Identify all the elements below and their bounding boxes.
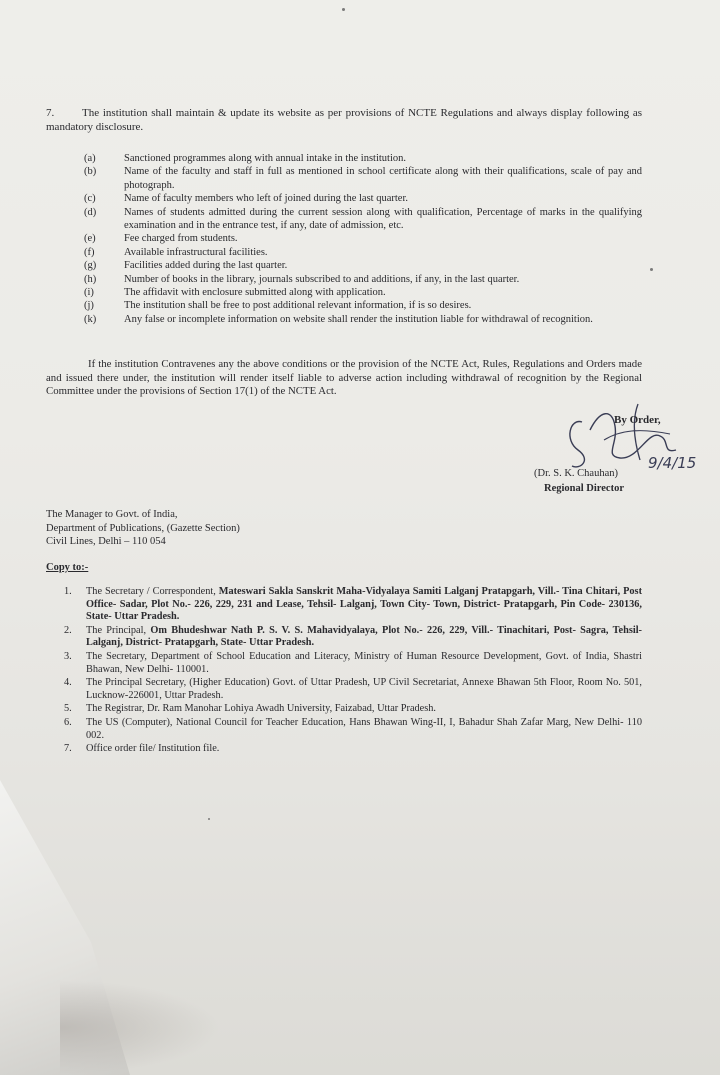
signature-date: 9/4/15 <box>648 454 697 472</box>
disclosure-item <box>84 259 642 272</box>
copy-to-text-plain: The Secretary / Correspondent, <box>86 586 219 597</box>
copy-to-text <box>86 677 642 702</box>
disclosure-label: (k) <box>84 313 97 325</box>
paper-speck <box>342 8 345 11</box>
disclosure-text: Name of the faculty and staff in full as mentioned in school certificate along with their qualifications, scale of pay and photograph. <box>124 166 642 191</box>
disclosure-text: Names of students admitted during the current session along with qualification, Percentage of marks in the qualifying examination and in the entrance test, if any, date of admission, etc. <box>124 206 642 232</box>
copy-to-item <box>64 586 642 624</box>
signatory-title: Regional Director <box>544 483 624 494</box>
disclosure-label: (h) <box>84 273 97 285</box>
copy-to-text-plain: The Registrar, Dr. Ram Manohar Lohiya Awadh University, Faizabad, Uttar Pradesh. <box>86 703 436 715</box>
disclosure-label: (d) <box>84 206 97 218</box>
contravene-paragraph: If the institution Contravenes any the above conditions or the provision of the NCTE Act, Rules, Regulations and Orders made and issued there under, the institution will render itself liable to adverse action including withdrawal of recognition by the Regional Committee under the provisions of Section 17(1) of the NCTE Act. <box>46 358 642 398</box>
disclosure-list <box>84 152 642 326</box>
copy-to-number: 1. <box>64 586 72 597</box>
disclosure-item <box>84 192 642 205</box>
disclosure-item <box>84 206 642 233</box>
copy-to-text-plain: The Principal, <box>86 624 151 636</box>
disclosure-text: Available infrastructural facilities. <box>124 246 268 258</box>
disclosure-text: Sanctioned programmes along with annual intake in the institution. <box>124 153 406 164</box>
addressee-block <box>46 508 240 549</box>
copy-to-text <box>86 717 642 742</box>
addressee-line-3: Civil Lines, Delhi – 110 054 <box>46 536 166 548</box>
addressee-line-1: The Manager to Govt. of India, <box>46 509 178 520</box>
disclosure-item <box>84 232 642 245</box>
page-fold-shadow <box>60 980 220 1075</box>
disclosure-label: (g) <box>84 260 97 272</box>
copy-to-heading: Copy to:- <box>46 562 89 573</box>
copy-to-number: 3. <box>64 650 72 662</box>
copy-to-text <box>86 743 642 756</box>
disclosure-item <box>84 152 642 165</box>
copy-to-number: 7. <box>64 743 72 755</box>
paper-speck <box>208 818 210 820</box>
disclosure-text: Fee charged from students. <box>124 233 238 245</box>
disclosure-label: (f) <box>84 246 95 258</box>
copy-to-item <box>64 717 642 742</box>
copy-to-item <box>64 703 642 716</box>
copy-to-item <box>64 743 642 756</box>
copy-to-number: 2. <box>64 624 72 636</box>
signature-block <box>520 400 700 500</box>
copy-to-text <box>86 586 642 624</box>
disclosure-label: (e) <box>84 233 96 245</box>
disclosure-label: (i) <box>84 287 94 299</box>
disclosure-text: Any false or incomplete information on website shall render the institution liable for withdrawal of recognition. <box>124 313 593 325</box>
signatory-name: (Dr. S. K. Chauhan) <box>534 468 618 479</box>
copy-to-text <box>86 651 642 676</box>
copy-to-list <box>64 586 642 757</box>
disclosure-text: Name of faculty members who left of joined during the last quarter. <box>124 193 408 205</box>
copy-to-text-plain: The US (Computer), National Council for Teacher Education, Hans Bhawan Wing-II, I, Bahadur Shah Zafar Marg, New Delhi- 110 002. <box>86 716 642 741</box>
by-order-text: By Order, <box>614 414 661 426</box>
clause-7-text: The institution shall maintain & update its website as per provisions of NCTE Regulations and always display following as mandatory disclosure. <box>46 107 642 133</box>
disclosure-text: The affidavit with enclosure submitted along with application. <box>124 287 386 299</box>
disclosure-item <box>84 273 642 286</box>
copy-to-text-bold: Om Bhudeshwar Nath P. S. V. S. Mahavidyalaya, Plot No.- 226, 229, Vill.- Tinachitari, Post- Sagra, Tehsil- Lalganj, District- Pratapgarh, State- Uttar Pradesh. <box>86 624 642 649</box>
disclosure-item <box>84 246 642 259</box>
copy-to-item <box>64 625 642 650</box>
copy-to-text-plain: The Secretary, Department of School Education and Literacy, Ministry of Human Resource Development, Govt. of India, Shastri Bhawan, New Delhi- 110001. <box>86 650 642 675</box>
copy-to-text-plain: The Principal Secretary, (Higher Education) Govt. of Uttar Pradesh, UP Civil Secretariat, Annexe Bhawan 5th Floor, Room No. 501, Lucknow-226001, Uttar Pradesh. <box>86 677 642 701</box>
copy-to-number: 6. <box>64 716 72 728</box>
clause-7 <box>46 106 642 134</box>
disclosure-item <box>84 165 642 192</box>
disclosure-item <box>84 313 642 326</box>
disclosure-text: Number of books in the library, journals subscribed to and additions, if any, in the last quarter. <box>124 273 520 285</box>
copy-to-item <box>64 651 642 676</box>
copy-to-number: 4. <box>64 677 72 689</box>
paper-speck <box>650 268 653 271</box>
disclosure-text: The institution shall be free to post additional relevant information, if is so desires. <box>124 300 472 312</box>
disclosure-label: (c) <box>84 193 96 205</box>
copy-to-item <box>64 677 642 702</box>
disclosure-label: (a) <box>84 153 96 164</box>
copy-to-number: 5. <box>64 703 72 715</box>
disclosure-item <box>84 299 642 312</box>
disclosure-label: (j) <box>84 300 94 312</box>
clause-7-number: 7. <box>46 107 55 119</box>
copy-to-text <box>86 703 642 716</box>
disclosure-item <box>84 286 642 299</box>
copy-to-text-bold: Mateswari Sakla Sanskrit Maha-Vidyalaya Samiti Lalganj Pratapgarh, Vill.- Tina Chitari, Post Office- Sadar, Plot No.- 226, 229, 231 and Lease, Tehsil- Lalganj, Town City- Town, District- Pratapgarh, Pin Code- 230136, State- Uttar Pradesh. <box>86 586 642 623</box>
copy-to-text <box>86 625 642 650</box>
disclosure-label: (b) <box>84 166 97 178</box>
disclosure-text: Facilities added during the last quarter. <box>124 260 288 272</box>
copy-to-text-plain: Office order file/ Institution file. <box>86 743 220 755</box>
addressee-line-2: Department of Publications, (Gazette Section) <box>46 522 240 534</box>
